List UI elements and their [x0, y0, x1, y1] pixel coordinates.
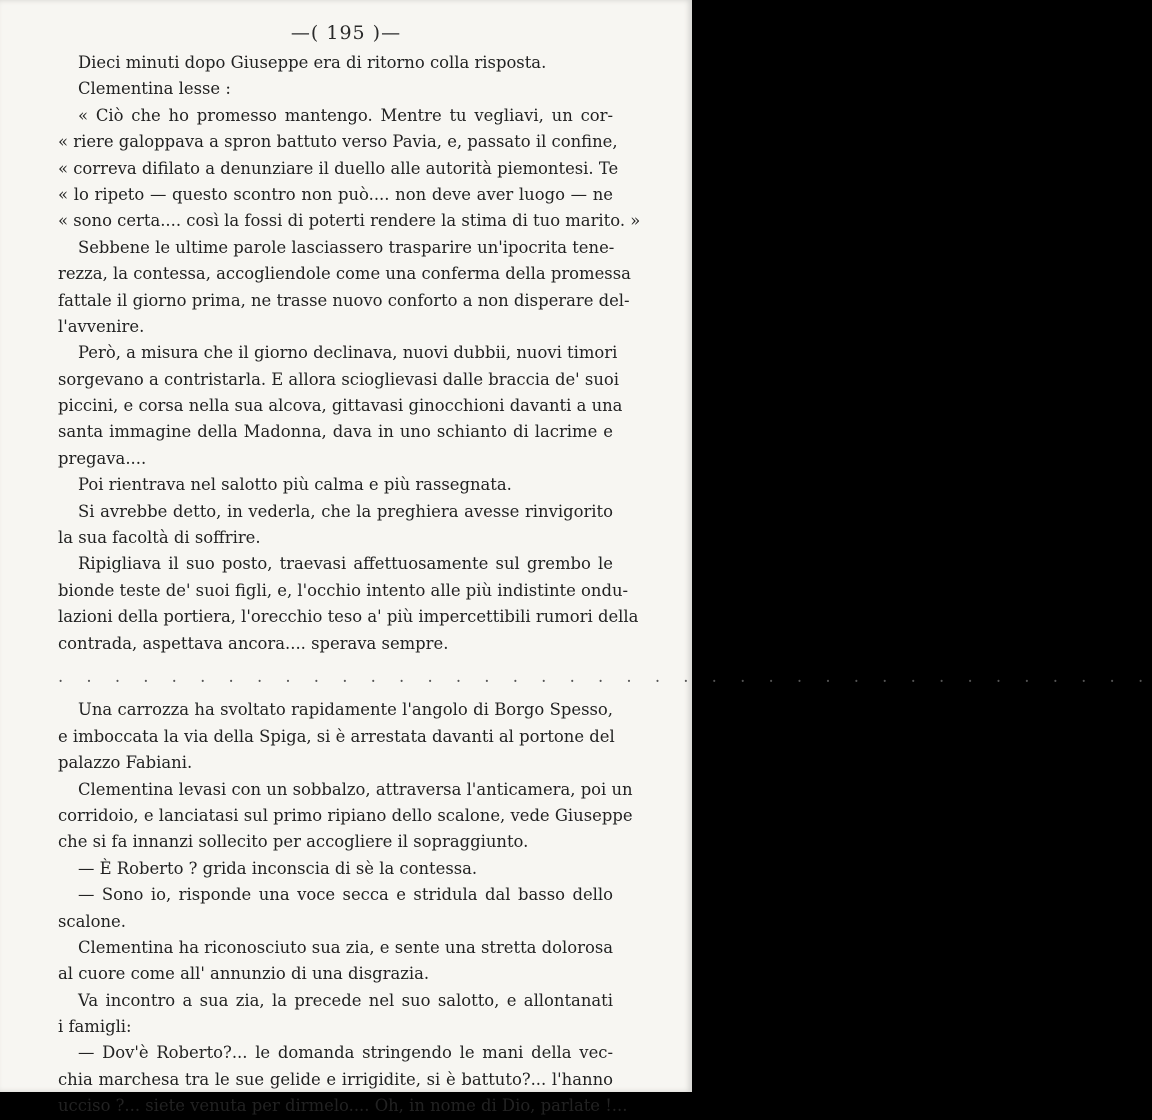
text-line: santa immagine della Madonna, dava in uno schianto di lacrime e — [58, 422, 613, 442]
text-line: chia marchesa tra le sue gelide e irrigidite, si è battuto?... l'hanno — [58, 1069, 613, 1089]
text-line: contrada, aspettava ancora.... sperava sempre. — [58, 633, 449, 653]
text-line: « correva difilato a denunziare il duello alle autorità piemontesi. Te — [58, 158, 619, 178]
text-line: — Sono io, risponde una voce secca e stridula dal basso dello — [78, 885, 613, 905]
text-line: l'avvenire. — [58, 316, 145, 336]
text-line: pregava.... — [58, 448, 147, 468]
spacer — [58, 690, 613, 697]
text-line: al cuore come all' annunzio di una disgrazia. — [58, 964, 430, 984]
text-line: Una carrozza ha svoltato rapidamente l'angolo di Borgo Spesso, — [78, 700, 613, 720]
text-line: Si avrebbe detto, in vederla, che la preghiera avesse rinvigorito — [78, 501, 613, 521]
text-line: — Dov'è Roberto?... le domanda stringendo le mani della vec- — [78, 1043, 613, 1063]
page-body-text — [58, 50, 1152, 1120]
page-number-header: —( 195 )— — [290, 22, 402, 44]
text-line: sorgevano a contristarla. E allora scioglievasi dalle braccia de' suoi — [58, 369, 619, 389]
text-line: Dieci minuti dopo Giuseppe era di ritorno colla risposta. — [78, 53, 547, 72]
text-line: Ripigliava il suo posto, traevasi affettuosamente sul grembo le — [78, 554, 613, 574]
text-line: Clementina levasi con un sobbalzo, attraversa l'anticamera, poi un — [78, 779, 633, 799]
text-line: i famigli: — [58, 1017, 132, 1037]
text-line: Però, a misura che il giorno declinava, nuovi dubbii, nuovi timori — [78, 343, 618, 363]
text-line: piccini, e corsa nella sua alcova, gittavasi ginocchioni davanti a una — [58, 396, 623, 416]
text-line: bionde teste de' suoi figli, e, l'occhio intento alle più indistinte ondu- — [58, 580, 629, 600]
text-line: — È Roberto ? grida inconscia di sè la contessa. — [78, 858, 478, 878]
text-line: lazioni della portiera, l'orecchio teso a' più impercettibili rumori della — [58, 607, 639, 627]
text-line: « lo ripeto — questo scontro non può.... non deve aver luogo — ne — [58, 184, 613, 204]
text-line: Sebbene le ultime parole lasciassero trasparire un'ipocrita tene- — [78, 237, 615, 257]
text-line: « Ciò che ho promesso mantengo. Mentre tu vegliavi, un cor- — [78, 105, 613, 125]
spacer — [58, 657, 613, 664]
text-line: rezza, la contessa, accogliendole come una conferma della promessa — [58, 264, 631, 284]
text-line: scalone. — [58, 911, 126, 931]
text-line: corridoio, e lanciatasi sul primo ripiano dello scalone, vede Giuseppe — [58, 805, 633, 825]
text-line: ucciso ?... siete venuta per dirmelo.... Oh, in nome di Dio, parlate !... — [58, 1096, 628, 1116]
section-separator-dots: . . . . . . . . . . . . . . . . . . . . . . . . . . . . . . . . . . . . . . . — [58, 666, 1152, 686]
text-line: « sono certa.... così la fossi di poterti rendere la stima di tuo marito. » — [58, 211, 641, 231]
text-line: Clementina ha riconosciuto sua zia, e sente una stretta dolorosa — [78, 937, 614, 957]
text-line: palazzo Fabiani. — [58, 753, 193, 773]
text-line: che si fa innanzi sollecito per accogliere il sopraggiunto. — [58, 832, 529, 852]
text-line: la sua facoltà di soffrire. — [58, 528, 261, 548]
text-line: Poi rientrava nel salotto più calma e più rassegnata. — [78, 475, 512, 495]
text-block-after-separator — [58, 697, 633, 1119]
text-block-before-separator — [58, 50, 641, 657]
text-line: Va incontro a sua zia, la precede nel suo salotto, e allontanati — [78, 990, 613, 1010]
text-line: Clementina lesse : — [78, 79, 231, 99]
text-line: e imboccata la via della Spiga, si è arrestata davanti al portone del — [58, 726, 615, 746]
text-line: fattale il giorno prima, ne trasse nuovo conforto a non disperare del- — [58, 290, 630, 310]
text-line: « riere galoppava a spron battuto verso Pavia, e, passato il confine, — [58, 132, 618, 152]
